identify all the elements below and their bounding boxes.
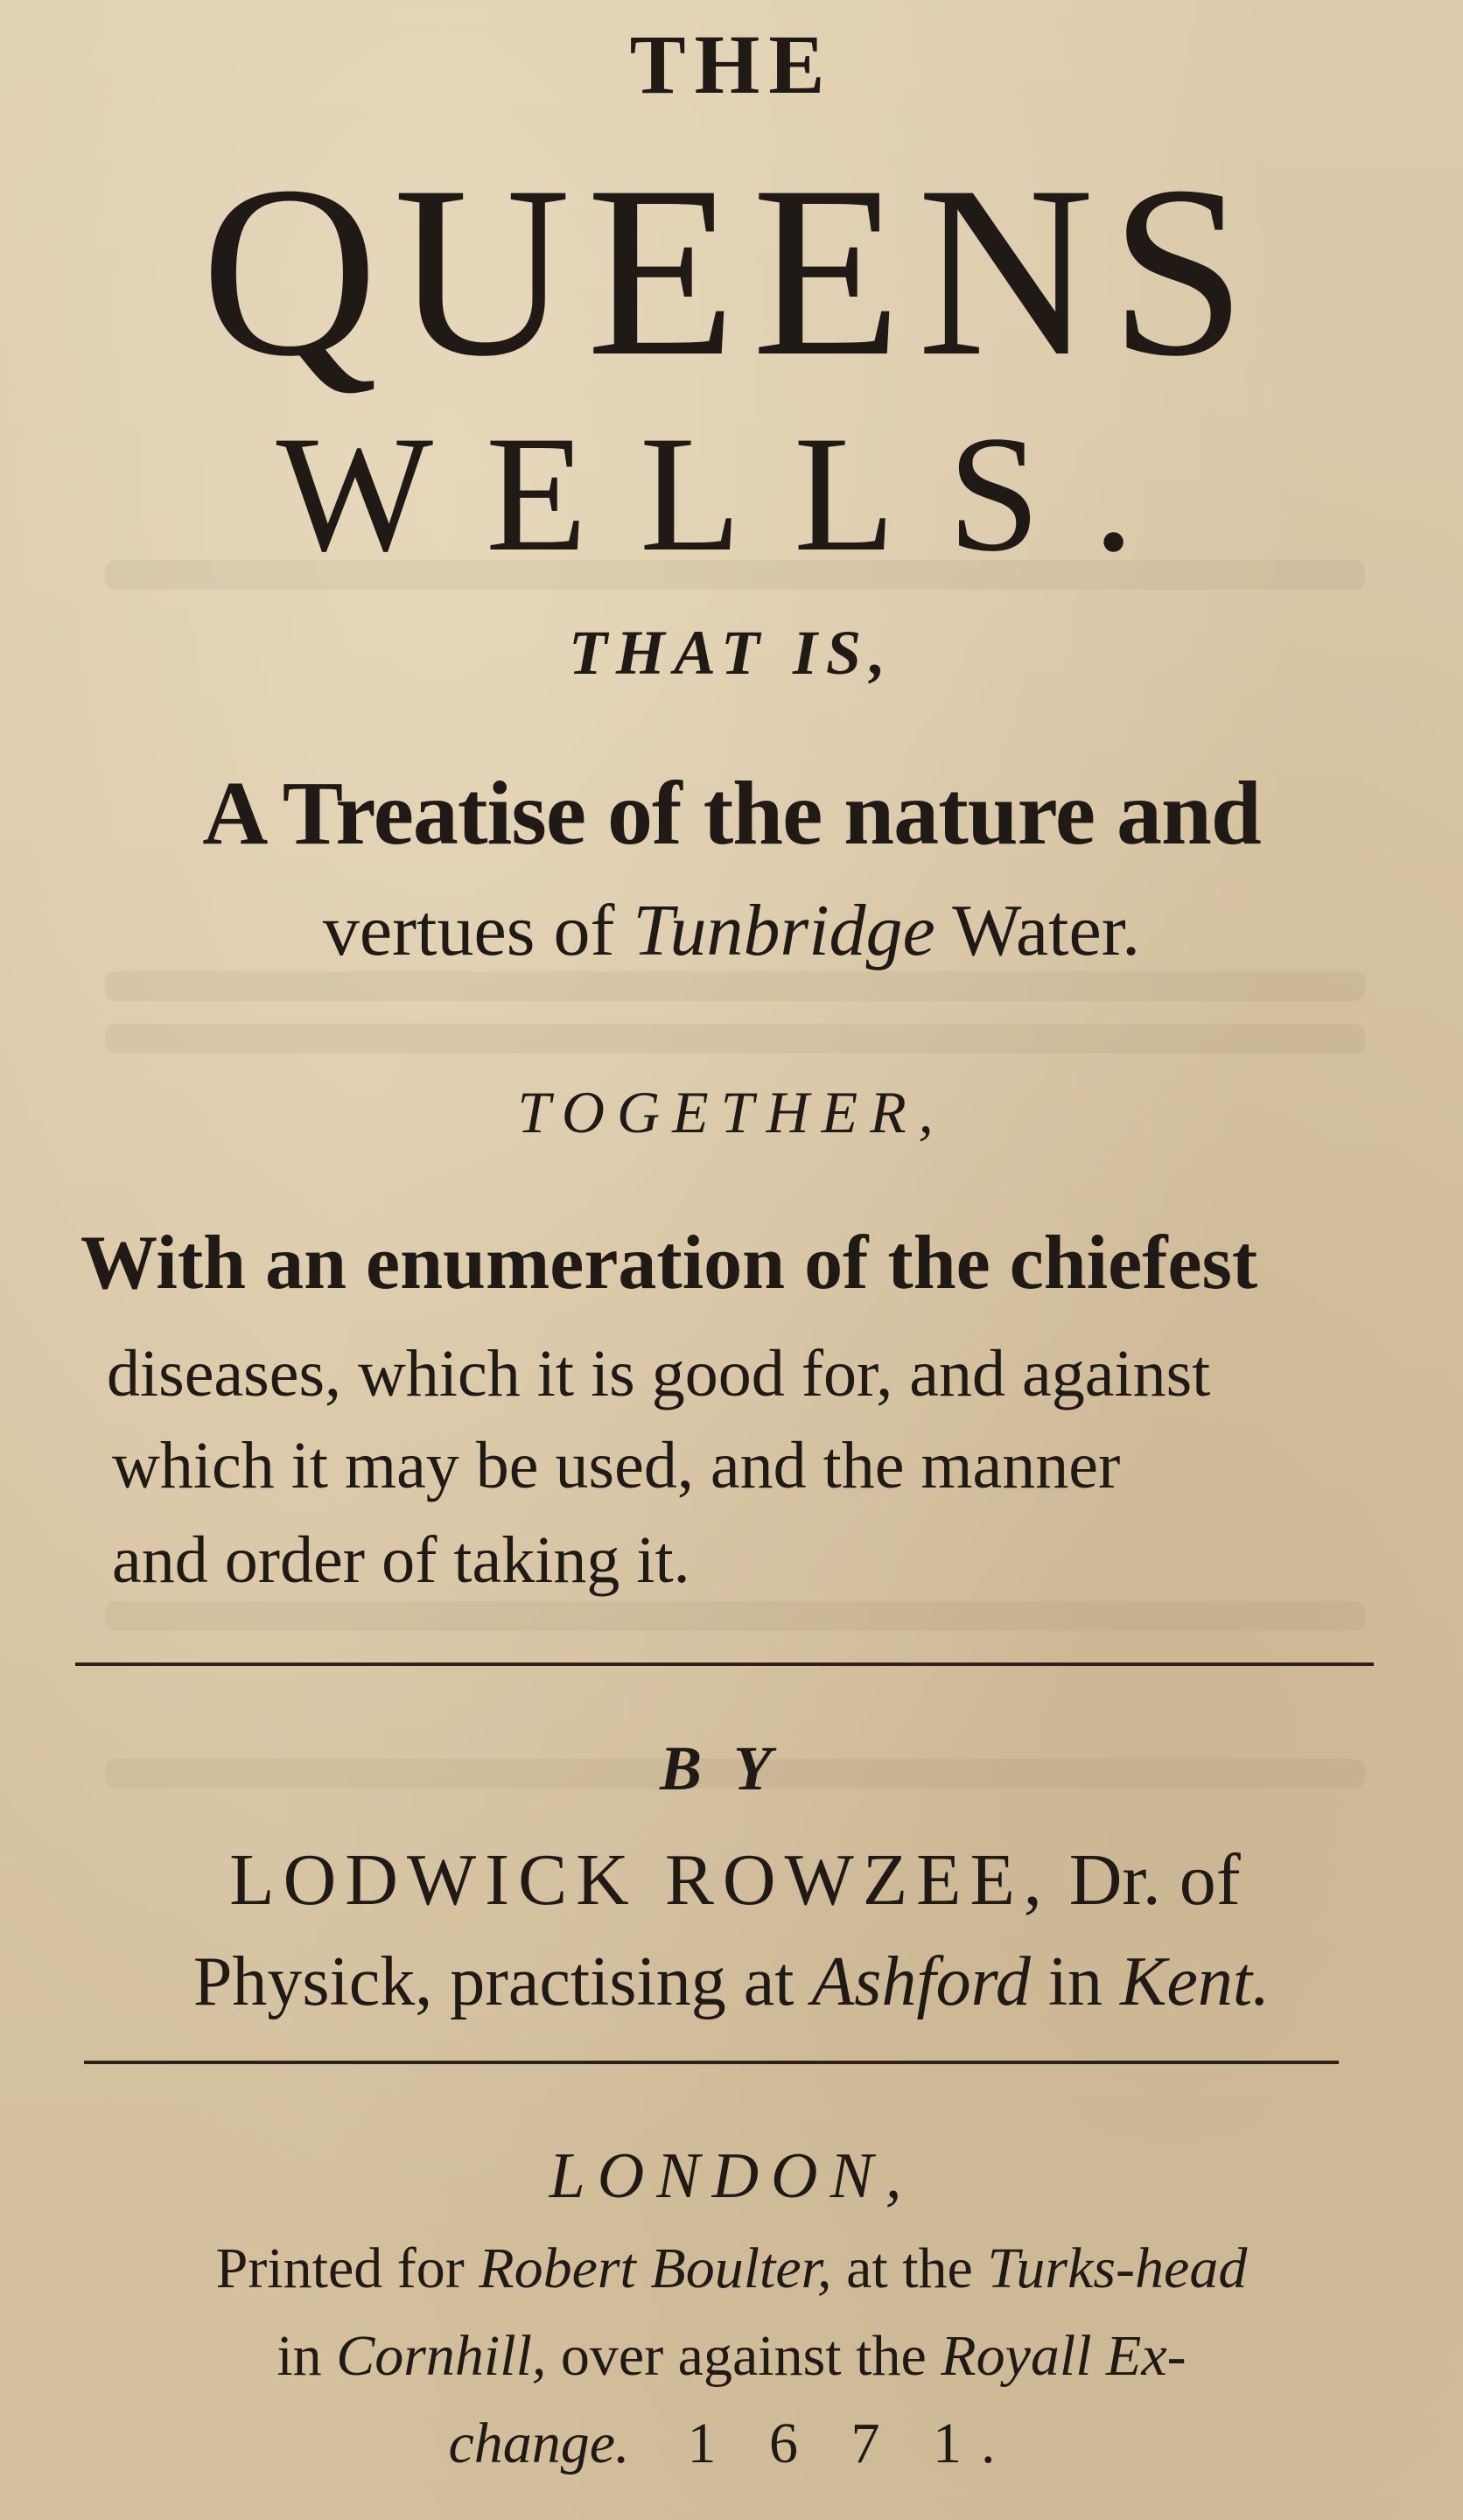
title-wells: WELLS. — [276, 402, 1187, 586]
shop-sign: Turks-head — [987, 2236, 1248, 2300]
subtitle-that-is: THAT IS, — [568, 618, 895, 688]
by-heading: BY — [659, 1733, 803, 1803]
title-queens: QUEENS — [200, 135, 1263, 407]
vertues-prefix: vertues of — [322, 890, 634, 971]
enumeration-line-3: which it may be used, and the manner — [112, 1429, 1121, 1502]
author-line — [70, 1838, 1400, 1922]
imprint-london: LONDON, — [549, 2140, 914, 2212]
enumeration-line-2: diseases, which it is good for, and against — [107, 1337, 1211, 1410]
printed-mid: at the — [831, 2236, 988, 2300]
enumeration-line-4: and order of taking it. — [112, 1523, 690, 1597]
physick-line — [0, 1942, 1463, 2022]
divider-rule-top — [75, 1662, 1374, 1666]
physick-county: Kent. — [1120, 1943, 1270, 2020]
imprint-mid: over against the — [546, 2324, 942, 2388]
author-name: LODWICK ROWZEE, — [229, 1839, 1051, 1921]
show-through-ghost — [105, 1024, 1365, 1054]
imprint-exchange: Royall Ex- — [941, 2324, 1186, 2388]
physick-prefix: Physick, practising at — [192, 1943, 812, 2020]
imprint-line-2 — [0, 2323, 1463, 2390]
vertues-line — [0, 888, 1463, 973]
show-through-ghost — [105, 971, 1365, 1001]
imprint-place: Cornhill, — [336, 2324, 547, 2388]
divider-rule-bottom — [84, 2061, 1339, 2064]
author-title: Dr. of — [1050, 1839, 1241, 1921]
show-through-ghost — [105, 1601, 1365, 1631]
imprint-line-3 — [0, 2411, 1463, 2477]
imprint-line-1 — [0, 2236, 1463, 2302]
enumeration-line-1: With an enumeration of the chiefest — [80, 1221, 1258, 1306]
physick-town: Ashford — [811, 1943, 1031, 2020]
vertues-suffix: Water. — [934, 890, 1141, 971]
together-heading: TOGETHER, — [517, 1079, 946, 1145]
printed-prefix: Printed for — [215, 2236, 480, 2300]
physick-mid: in — [1030, 1943, 1121, 2020]
imprint-in: in — [276, 2324, 337, 2388]
title-the: THE — [629, 18, 834, 111]
imprint-change: change. — [448, 2412, 630, 2475]
treatise-line: A Treatise of the nature and — [202, 763, 1261, 864]
printer-name: Robert Boulter, — [479, 2236, 832, 2300]
vertues-place: Tunbridge — [633, 890, 935, 971]
imprint-year: 1 6 7 1. — [687, 2412, 1015, 2475]
